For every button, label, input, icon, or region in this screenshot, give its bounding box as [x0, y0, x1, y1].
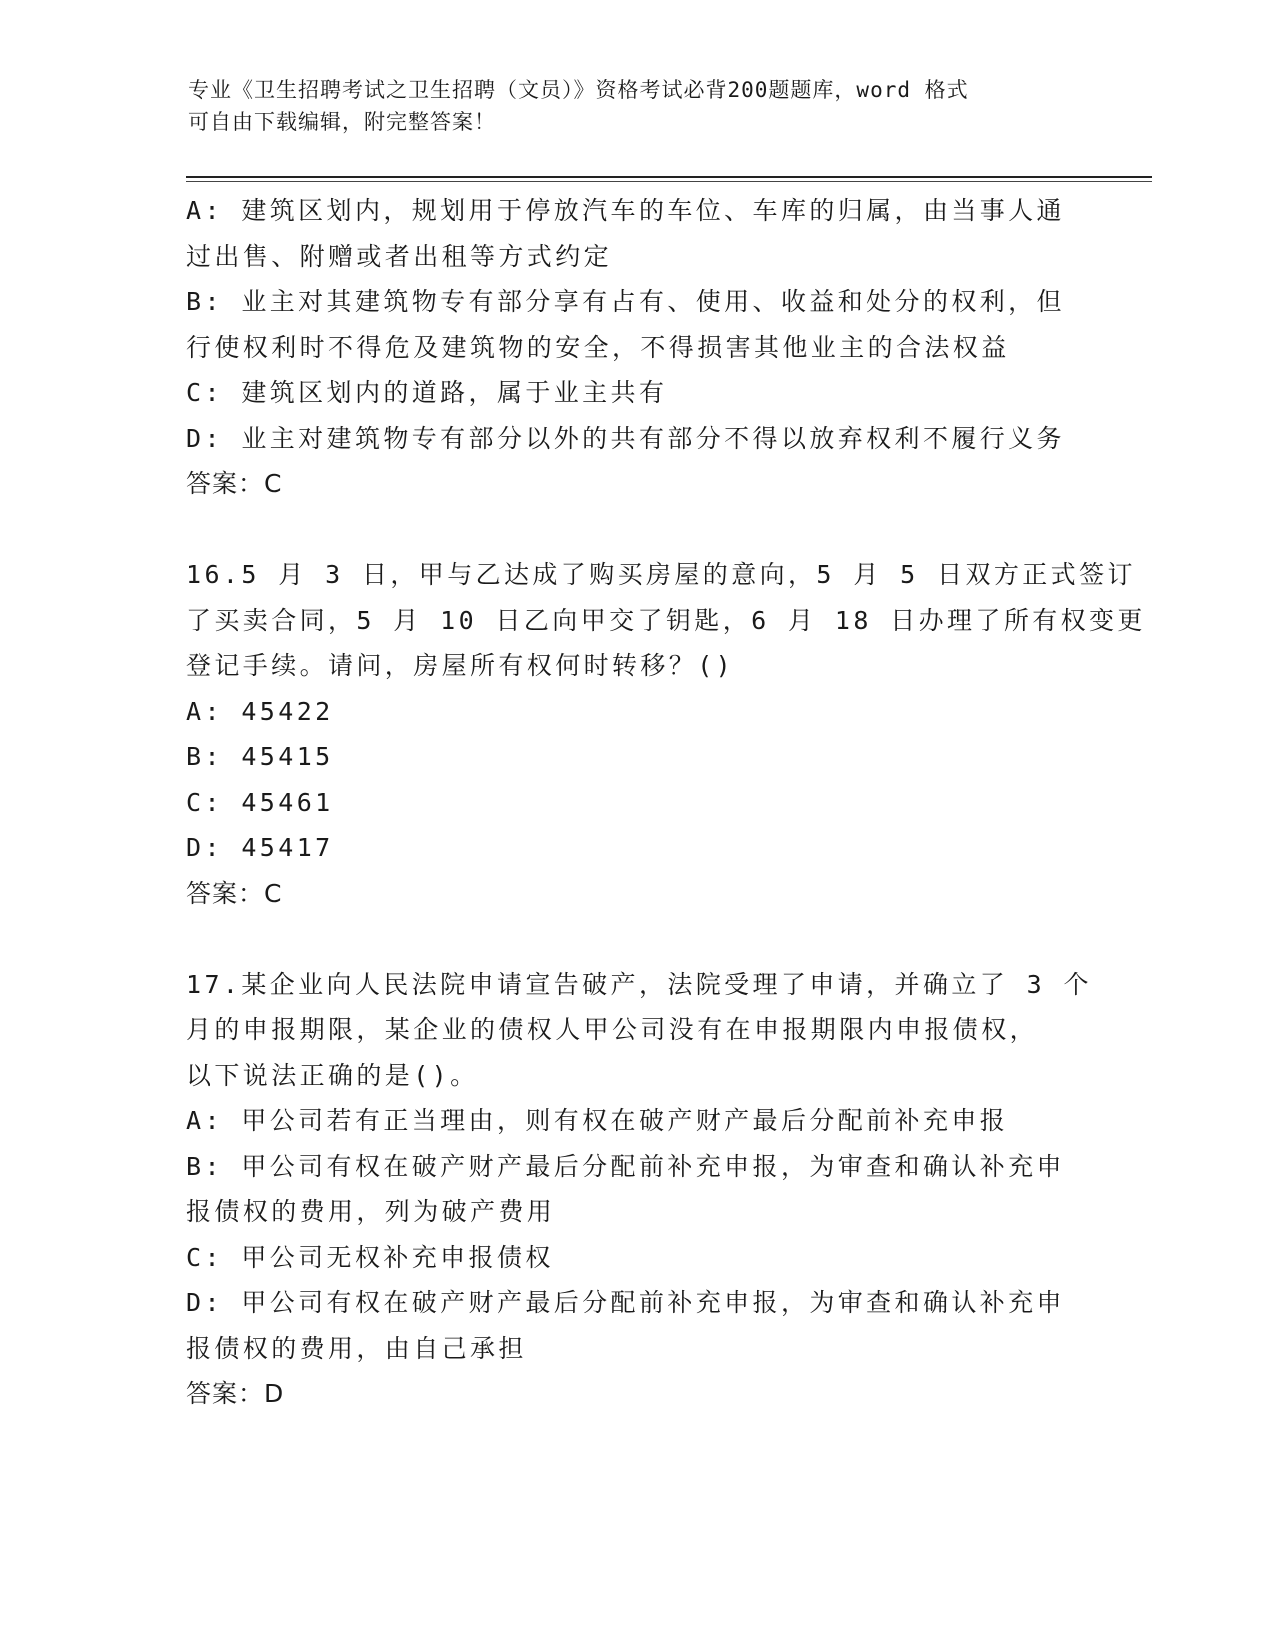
q17-option-c: C: 甲公司无权补充申报债权 [186, 1242, 554, 1272]
header-title-line-2: 可自由下载编辑，附完整答案！ [188, 110, 496, 134]
q16-option-c: C: 45461 [186, 787, 334, 817]
q16-stem-line-1: 16.5 月 3 日，甲与乙达成了购买房屋的意向，5 月 5 日双方正式签订 [186, 560, 1136, 589]
q15-option-c: C: 建筑区划内的道路，属于业主共有 [186, 378, 668, 407]
q17-option-d-line-2: 报债权的费用，由自己承担 [186, 1333, 527, 1363]
header-divider-thick [186, 176, 1152, 178]
q16-stem-line-3: 登记手续。请问，房屋所有权何时转移？() [186, 651, 735, 680]
header-title-line-1: 专业《卫生招聘考试之卫生招聘（文员）》资格考试必背200题题库，word 格式 [188, 78, 969, 102]
q16-stem-line-2: 了买卖合同，5 月 10 日乙向甲交了钥匙，6 月 18 日办理了所有权变更 [186, 605, 1146, 635]
question-spacer [186, 507, 1086, 553]
q16-option-d: D: 45417 [186, 833, 334, 862]
q15-option-b-line-1: B: 业主对其建筑物专有部分享有占有、使用、收益和处分的权利，但 [186, 287, 1065, 316]
q17-stem-line-2: 月的申报期限，某企业的债权人甲公司没有在申报期限内申报债权， [186, 1015, 1039, 1044]
q17-stem-line-1: 17.某企业向人民法院申请宣告破产，法院受理了申请，并确立了 3 个 [186, 969, 1092, 999]
q15-answer: 答案：C [186, 469, 283, 498]
q17-option-b-line-1: B: 甲公司有权在破产财产最后分配前补充申报，为审查和确认补充申 [186, 1151, 1065, 1181]
q17-answer: 答案：D [186, 1379, 285, 1408]
header-divider-thin [186, 181, 1152, 182]
q15-option-b-line-2: 行使权利时不得危及建筑物的安全，不得损害其他业主的合法权益 [186, 332, 1010, 362]
question-list [186, 188, 1146, 1417]
q16-answer: 答案：C [186, 878, 283, 908]
q16-option-a: A: 45422 [186, 696, 334, 726]
question-spacer [186, 916, 1086, 962]
q17-option-d-line-1: D: 甲公司有权在破产财产最后分配前补充申报，为审查和确认补充申 [186, 1288, 1065, 1317]
q16-option-b: B: 45415 [186, 742, 334, 771]
q17-option-a: A: 甲公司若有正当理由，则有权在破产财产最后分配前补充申报 [186, 1106, 1009, 1135]
q15-option-a-line-2: 过出售、附赠或者出租等方式约定 [186, 241, 613, 271]
q17-option-b-line-2: 报债权的费用，列为破产费用 [186, 1197, 556, 1226]
question-16 [186, 552, 1146, 916]
q17-stem-line-3: 以下说法正确的是()。 [186, 1060, 479, 1090]
page-header [188, 74, 1068, 138]
question-17 [186, 962, 1092, 1417]
q15-option-a-line-1: A: 建筑区划内，规划用于停放汽车的车位、车库的归属，由当事人通 [186, 196, 1065, 225]
question-15 [186, 188, 1086, 507]
q15-option-d: D: 业主对建筑物专有部分以外的共有部分不得以放弃权利不履行义务 [186, 423, 1065, 453]
